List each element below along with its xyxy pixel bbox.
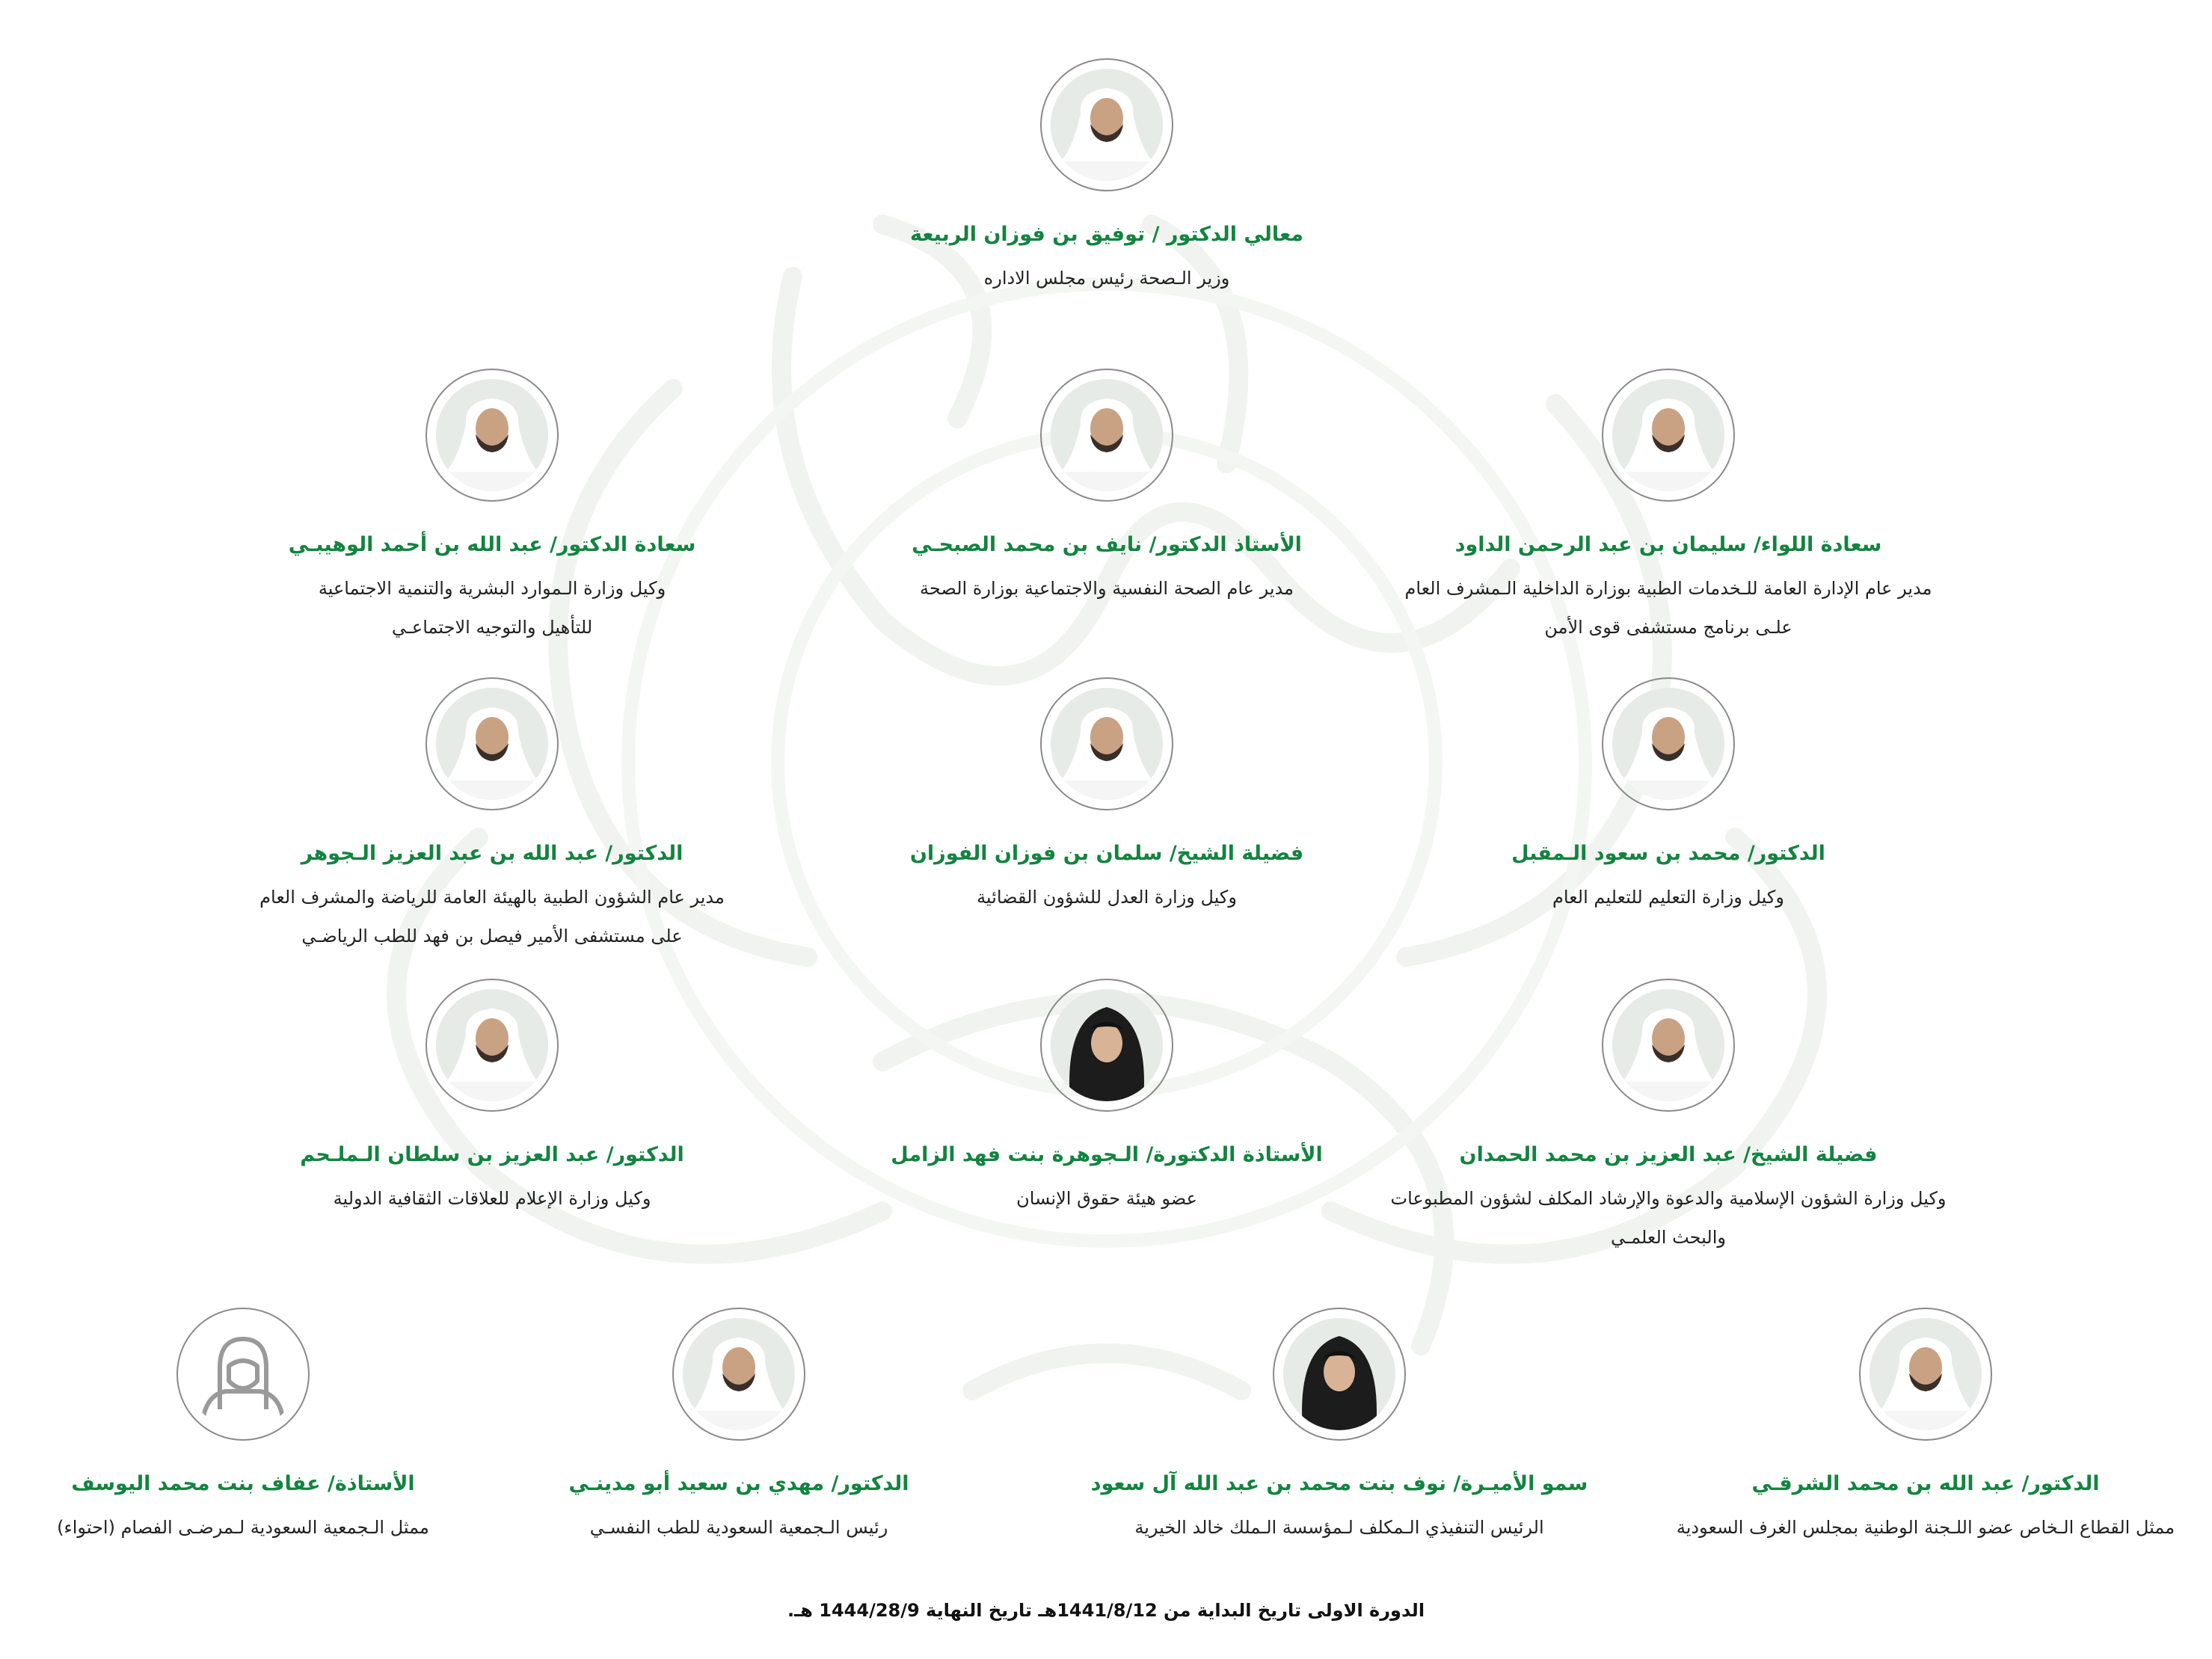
woman-silhouette-icon — [187, 1318, 299, 1430]
woman-portrait-photo — [1051, 989, 1163, 1101]
avatar — [172, 1303, 314, 1445]
term-dates-footer: الدورة الاولى تاريخ البداية من 1441/8/12هـ تاريخ النهاية 1444/28/9 هـ. — [787, 1600, 1425, 1621]
member-card-13 — [0, 1303, 595, 1547]
member-name: معالي الدكتور / توفيق بن فوزان الربيعة — [910, 223, 1303, 246]
member-name: الأستاذة/ عفاف بنت محمد اليوسف — [71, 1472, 415, 1495]
member-name: سمو الأميـرة/ نوف بنت محمد بن عبد الله آل سعود — [1090, 1472, 1588, 1495]
member-name: الأستاذ الدكتور/ نايف بن محمد الصبحـي — [912, 533, 1302, 556]
avatar — [1036, 974, 1178, 1116]
member-card-chairman — [755, 54, 1458, 298]
member-title: مدير عام الشؤون الطبية بالهيئة العامة للرياضة والمشرف العام على مستشفى الأمير فيصل بن فهد للطب الرياضـي — [259, 887, 725, 947]
man-portrait-photo — [1612, 379, 1724, 491]
member-card-5 — [755, 673, 1458, 917]
member-title: وكيل وزارة الإعلام للعلاقات الثقافية الدولية — [333, 1188, 651, 1209]
avatar — [421, 673, 563, 815]
man-portrait-photo — [436, 688, 548, 800]
man-portrait-photo — [1051, 688, 1163, 800]
man-portrait-photo — [1612, 688, 1724, 800]
member-name: الدكتور/ مهدي بن سعيد أبو مدينـي — [568, 1472, 909, 1495]
man-portrait-photo — [1870, 1318, 1982, 1430]
member-card-2 — [755, 364, 1458, 608]
member-name: الدكتور/ محمد بن سعود الـمقبل — [1511, 842, 1825, 865]
avatar — [1268, 1303, 1410, 1445]
member-name: فضيلة الشيخ/ سلمان بن فوزان الفوزان — [909, 842, 1304, 865]
member-title: وكيل وزارة الشؤون الإسلامية والدعوة والإرشاد المكلف لشؤون المطبوعات والبحث العلمـي — [1390, 1188, 1947, 1248]
member-title: وكيل وزارة الـموارد البشرية والتنمية الاجتماعية للتأهيل والتوجيه الاجتماعـي — [318, 578, 666, 638]
member-title: ممثل الـجمعية السعودية لـمرضـى الفصام (احتواء) — [57, 1517, 429, 1538]
avatar — [1597, 673, 1739, 815]
member-title: ممثل القطاع الـخاص عضو اللـجنة الوطنية بمجلس الغرف السعودية — [1676, 1517, 2175, 1538]
member-name: الدكتور/ عبد الله بن محمد الشرقـي — [1751, 1472, 2100, 1495]
man-portrait-photo — [436, 379, 548, 491]
avatar — [1597, 974, 1739, 1116]
member-title: مدير عام الصحة النفسية والاجتماعية بوزارة الصحة — [920, 578, 1294, 599]
member-title: وكيل وزارة التعليم للتعليم العام — [1552, 887, 1784, 908]
man-portrait-photo — [683, 1318, 795, 1430]
avatar — [421, 974, 563, 1116]
member-title: الرئيس التنفيذي الـمكلف لـمؤسسة الـملك خالد الخيرية — [1134, 1517, 1544, 1538]
member-name: الأستاذة الدكتورة/ الـجوهرة بنت فهد الزامل — [891, 1143, 1323, 1166]
man-portrait-photo — [1051, 69, 1163, 181]
member-card-8 — [755, 974, 1458, 1218]
member-title: رئيس الـجمعية السعودية للطب النفسـي — [589, 1517, 888, 1538]
man-portrait-photo — [436, 989, 548, 1101]
avatar — [421, 364, 563, 506]
member-card-9 — [141, 974, 844, 1218]
avatar — [1597, 364, 1739, 506]
avatar — [668, 1303, 810, 1445]
member-title: وكيل وزارة العدل للشؤون القضائية — [977, 887, 1237, 908]
member-name: الدكتور/ عبد العزيز بن سلطان الـملـحم — [300, 1143, 684, 1166]
member-title: وزير الـصحة رئيس مجلس الاداره — [983, 268, 1230, 289]
avatar — [1036, 54, 1178, 196]
member-name: سعادة اللواء/ سليمان بن عبد الرحمن الداود — [1454, 533, 1882, 556]
member-card-6 — [141, 673, 844, 955]
avatar — [1855, 1303, 1997, 1445]
avatar — [1036, 673, 1178, 815]
member-card-11 — [988, 1303, 1691, 1547]
member-card-3 — [141, 364, 844, 647]
member-name: الدكتور/ عبد الله بن عبد العزيز الـجوهر — [301, 842, 683, 865]
member-title: عضو هيئة حقوق الإنسان — [1016, 1188, 1197, 1209]
man-portrait-photo — [1612, 989, 1724, 1101]
woman-portrait-photo — [1283, 1318, 1395, 1430]
member-title: مدير عام الإدارة العامة للـخدمات الطبية بوزارة الداخلية الـمشرف العام علـى برنامج مستشفى قوى الأمن — [1404, 578, 1932, 638]
member-name: سعادة الدكتور/ عبد الله بن أحمد الوهيبـي — [288, 533, 696, 556]
member-name: فضيلة الشيخ/ عبد العزيز بن محمد الحمدان — [1459, 1143, 1878, 1166]
man-portrait-photo — [1051, 379, 1163, 491]
avatar — [1036, 364, 1178, 506]
